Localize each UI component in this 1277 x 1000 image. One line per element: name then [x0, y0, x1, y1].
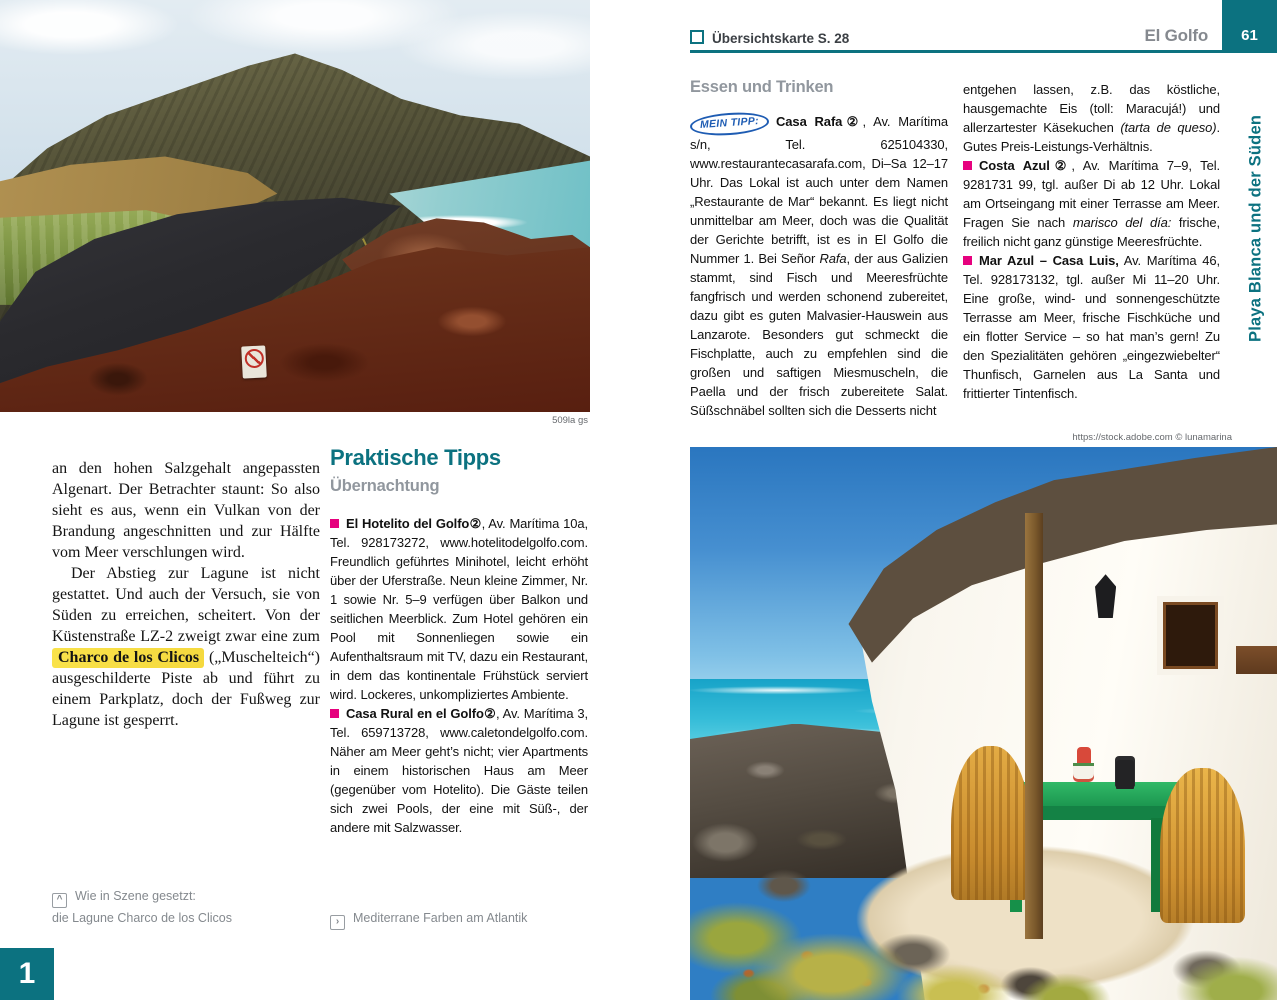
eat-drink-column-continued [963, 80, 1220, 403]
chapter-number-tab: 1 [0, 948, 54, 1000]
map-square-icon [690, 30, 704, 44]
magenta-square-bullet [330, 709, 339, 718]
hotel-name: El Hotelito del Golfo② [346, 516, 482, 531]
magenta-square-bullet [330, 519, 339, 528]
section-title: Praktische Tipps [330, 445, 501, 470]
hotel-name: Casa Rural en el Golfo② [346, 706, 497, 721]
restaurant-name: Casa Rafa② [776, 114, 863, 129]
restaurant-entry-continued: entgehen lassen, z.B. das köstliche, hausgemachte Eis (toll: Maracujá!) und allerzartester Käsekuchen (tarta de queso). Gutes Preis-Leistungs-Verhältnis. [963, 82, 1220, 154]
restaurant-entry: Costa Azul②, Av. Marítima 7–9, Tel. 9281731 99, tgl. außer Di ab 12 Uhr. Lokal am Ortseingang mit einer Terrasse am Meer. Fragen Sie nach marisco del día: frische, freilich nicht ganz günstige Meeresfrüchte. [963, 158, 1220, 249]
subsection-title: Übernachtung [330, 477, 440, 495]
caption-lagoon: ^ Wie in Szene gesetzt: die Lagune Charco de los Clicos [52, 889, 232, 925]
hotel-entry: Casa Rural en el Golfo②, Av. Marítima 3, Tel. 659713728, www.caletondelgolfo.com. Näher am Meer geht’s nicht; vier Apartments in einem historischen Haus am Meer (gegenüber vom Hotelito). Die Gäste teilen sich zwei Pools, der eine mit Süß-, der andere mit Salzwasser. [330, 706, 589, 835]
article-paragraph: Der Abstieg zur Lagune ist nicht gestattet. Und auch der Versuch, sie von Süden zu erreichen, scheitert. Von der Küstenstraße LZ-2 zweigt zwar eine zum Charco de los Clicos („Muschelteich“) ausgeschilderte Piste ab und führt zu einem Parkplatz, doch der Fußweg zur Lagune ist gesperrt. [52, 565, 320, 729]
chevron-right-icon: › [330, 915, 345, 930]
article-column [52, 458, 320, 731]
caption-terrace: › Mediterrane Farben am Atlantik [330, 908, 588, 930]
magenta-square-bullet [963, 256, 972, 265]
hotel-entry: El Hotelito del Golfo②, Av. Marítima 10a, Tel. 928173272, www.hotelitodelgolfo.com. Freundlich geführtes Minihotel, leicht erhöht über der Uferstraße. Neun kleine Zimmer, Nr. 1 sowie Nr. 5–9 verfügen über Balkon und seitlichen Meerblick. Zum Hotel gehören ein Pool mit Sonnenliegen sowie ein Aufenthaltsraum mit TV, dazu ein Restaurant, in dem das kontinentale Frühstück serviert wird. Lockeres, unkompliziertes Ambiente. [330, 516, 588, 702]
chapter-sidebar-label: Playa Blanca und der Süden [1246, 114, 1265, 342]
no-entry-sign [241, 345, 267, 378]
practical-tips-column [330, 445, 589, 837]
subsection-title: Essen und Trinken [690, 78, 834, 96]
restaurant-entry: MEIN TIPP: Casa Rafa②, Av. Marítima s/n, Tel. 625104330, www.restaurantecasarafa.com, Di–Sa 12–17 Uhr. Das Lokal ist auch unter dem Namen „Restaurante de Mar“ bekannt. Es liegt nicht unmittelbar am Meer, doch was die Qualität der Gerichte betrifft, ist es in El Golfo die Nummer 1. Bei Señor Rafa, der aus Galizien stammt, sind Fisch und Meeresfrüchte fangfrisch und werden schonend zubereitet, dazu gibt es guten Malvasier-Hauswein aus Lanzarote. Besonders gut schmeckt die Fischplatte, auch zu empfehlen sind die großen und saftigen Miesmuscheln, die Paella und der frisch zubereitete Salat. Süßschnäbel sollten sich die Desserts nicht [690, 112, 948, 420]
magenta-square-bullet [963, 161, 972, 170]
page-number-box: 61 [1222, 0, 1277, 53]
photo-terrace-atlantic [690, 447, 1277, 1000]
mein-tipp-stamp: MEIN TIPP: [689, 110, 769, 137]
photo-succulent-plants [690, 779, 1277, 1000]
photo-roof-beam [1236, 646, 1277, 674]
photo-credit-bottom: https://stock.adobe.com © lunamarina [1072, 432, 1232, 443]
photo-el-golfo-lagoon [0, 0, 590, 412]
restaurant-name: Costa Azul② [979, 158, 1072, 173]
highlighted-term: Charco de los Clicos [52, 648, 204, 668]
photo-window [1163, 602, 1219, 669]
overview-map-reference: Übersichtskarte S. 28 [690, 30, 849, 46]
chevron-up-icon: ^ [52, 893, 67, 908]
article-paragraph: an den hohen Salzgehalt angepassten Algenart. Der Betrachter staunt: So also sieht es aus, wenn ein Vulkan von der Brandung angeschnitten und zur Hälfte vom Meer verschlungen wird. [52, 460, 320, 561]
photo-credit-top: 509la gs [552, 415, 588, 426]
header-rule [690, 50, 1222, 53]
restaurant-name: Mar Azul – Casa Luis, [979, 253, 1119, 268]
italic-term: Rafa [819, 250, 847, 266]
running-head-place: El Golfo [1144, 26, 1208, 45]
eat-drink-column [690, 78, 948, 420]
italic-term: marisco del día: [1072, 215, 1172, 230]
restaurant-entry: Mar Azul – Casa Luis, Av. Marítima 46, Tel. 928173132, tgl. außer Mi 11–20 Uhr. Eine große, wind- und sonnengeschützte Terrasse am Meer, frische Fischküche und ein flotter Service – so hat man’s gern! Zu den Spezialitäten gehören „eingezwiebelter“ Thunfisch, Garnelen aus La Santa und frittierter Tintenfisch. [963, 253, 1220, 401]
italic-term: (tarta de queso) [1120, 120, 1217, 135]
